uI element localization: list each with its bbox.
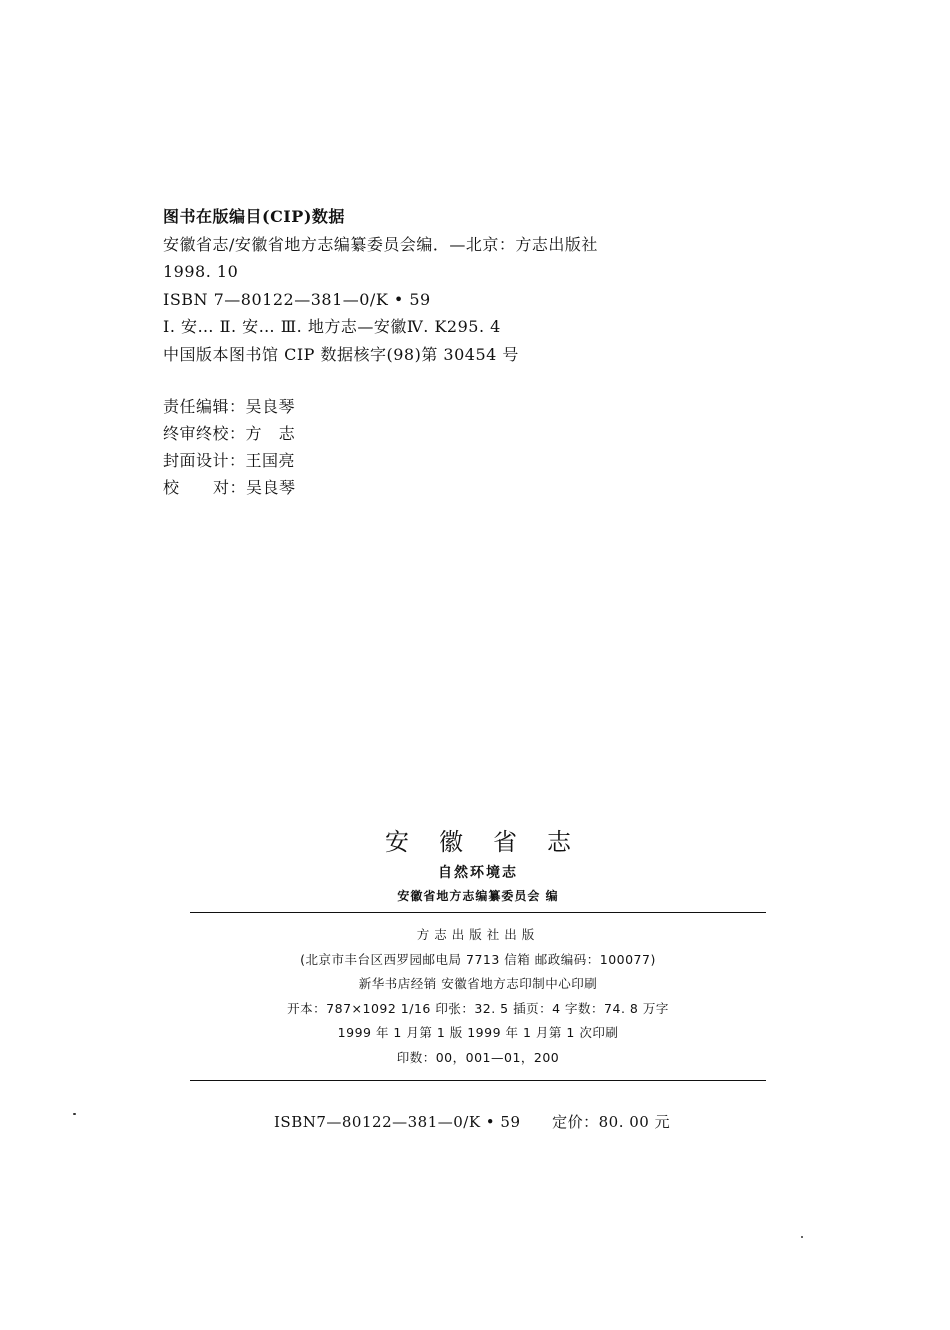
credit-value: 王国亮 bbox=[245, 451, 296, 470]
cip-line: Ⅰ. 安… Ⅱ. 安… Ⅲ. 地方志—安徽Ⅳ. K295. 4 bbox=[163, 317, 501, 336]
cip-line: 安徽省志/安徽省地方志编纂委员会编．—北京：方志出版社 bbox=[163, 234, 598, 254]
edition-line: 1999 年 1 月第 1 版 1999 年 1 月第 1 次印刷 bbox=[337, 1025, 619, 1040]
cip-line: 中国版本图书馆 CIP 数据核字(98)第 30454 号 bbox=[163, 344, 519, 364]
scan-speck bbox=[801, 1236, 803, 1238]
print-run-line: 印数：00，001—01，200 bbox=[396, 1049, 560, 1065]
cip-line: ISBN 7—80122—381—0/K • 59 bbox=[163, 289, 431, 309]
editor-line: 安徽省地方志编纂委员会 编 bbox=[397, 889, 559, 903]
credit-value: 吴良琴 bbox=[245, 397, 296, 416]
credit-row-cover-design: 封面设计：王国亮 bbox=[163, 451, 296, 470]
credit-row-final-review: 终审终校：方 志 bbox=[163, 424, 296, 443]
credit-row-editor: 责任编辑：吴良琴 bbox=[163, 397, 296, 416]
volume-title: 自然环境志 bbox=[438, 865, 518, 881]
credit-label: 封面设计 bbox=[163, 451, 230, 470]
scan-speck bbox=[73, 1113, 76, 1115]
credit-value: 吴良琴 bbox=[246, 478, 296, 497]
cip-line: 1998. 10 bbox=[163, 262, 239, 281]
address-line: (北京市丰台区西罗园邮电局 7713 信箱 邮政编码：100077) bbox=[300, 951, 656, 967]
credit-label: 终审终校 bbox=[163, 424, 230, 443]
publication-info bbox=[190, 913, 766, 1080]
isbn-text: ISBN7—80122—381—0/K • 59 bbox=[274, 1113, 521, 1131]
cip-heading: 图书在版编目(CIP)数据 bbox=[163, 207, 345, 226]
publisher-line: 方志出版社出版 bbox=[416, 927, 540, 942]
specs-line: 开本：787×1092 1/16 印张：32. 5 插页：4 字数：74. 8 万字 bbox=[287, 1000, 669, 1016]
price-text: 定价：80. 00 元 bbox=[552, 1113, 671, 1131]
cip-data-block bbox=[163, 203, 598, 368]
isbn-price-line bbox=[274, 1111, 670, 1132]
credits-block bbox=[163, 393, 296, 501]
book-title: 安徽省志 bbox=[385, 828, 601, 856]
divider-bottom bbox=[190, 1080, 766, 1081]
distribution-line: 新华书店经销 安徽省地方志印制中心印刷 bbox=[358, 976, 598, 991]
credit-value: 方 志 bbox=[245, 424, 296, 443]
colophon-block bbox=[190, 822, 766, 1081]
credit-row-proofreader: 校 对：吴良琴 bbox=[163, 478, 296, 497]
credit-label: 校 对 bbox=[163, 478, 230, 497]
credit-label: 责任编辑 bbox=[163, 397, 230, 416]
